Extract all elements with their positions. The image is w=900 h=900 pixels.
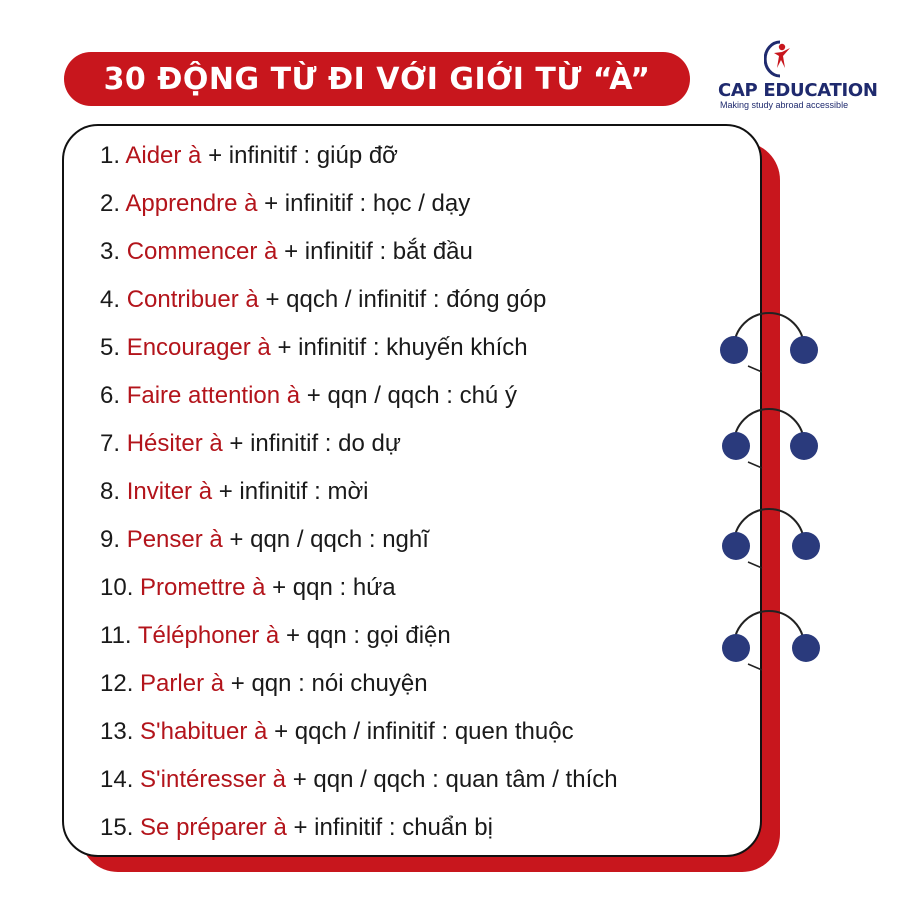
item-rest: + infinitif : mời bbox=[218, 478, 369, 505]
item-verb: Apprendre à bbox=[125, 190, 258, 217]
list-item bbox=[100, 420, 618, 468]
item-number: 1. bbox=[100, 142, 121, 169]
item-rest: + qqn / qqch : nghĩ bbox=[229, 526, 429, 553]
item-rest: + infinitif : khuyến khích bbox=[277, 334, 528, 361]
item-number: 2. bbox=[100, 190, 121, 217]
binder-ring-icon bbox=[722, 611, 820, 670]
item-verb: Téléphoner à bbox=[137, 622, 280, 649]
item-rest: + infinitif : học / dạy bbox=[264, 190, 471, 217]
item-verb: Penser à bbox=[126, 526, 223, 553]
item-number: 13. bbox=[100, 718, 134, 745]
list-item bbox=[100, 180, 618, 228]
item-rest: + infinitif : bắt đầu bbox=[284, 238, 473, 265]
item-number: 6. bbox=[100, 382, 121, 409]
verb-list bbox=[100, 132, 618, 852]
item-rest: + infinitif : giúp đỡ bbox=[208, 142, 398, 169]
list-item bbox=[100, 372, 618, 420]
list-item bbox=[100, 660, 618, 708]
title-banner bbox=[64, 52, 690, 106]
item-number: 11. bbox=[100, 622, 132, 649]
item-rest: + infinitif : chuẩn bị bbox=[293, 814, 493, 841]
list-item bbox=[100, 132, 618, 180]
item-number: 9. bbox=[100, 526, 121, 553]
item-rest: + qqn : hứa bbox=[272, 574, 396, 601]
item-rest: + qqn : nói chuyện bbox=[230, 670, 428, 697]
item-verb: Encourager à bbox=[126, 334, 271, 361]
list-item bbox=[100, 516, 618, 564]
item-rest: + infinitif : do dự bbox=[229, 430, 401, 457]
page-title: 30 ĐỘNG TỪ ĐI VỚI GIỚI TỪ “À” bbox=[103, 61, 651, 97]
item-verb: Aider à bbox=[125, 142, 202, 169]
list-item bbox=[100, 276, 618, 324]
list-item bbox=[100, 804, 618, 852]
list-item bbox=[100, 228, 618, 276]
list-item bbox=[100, 612, 618, 660]
brand-block bbox=[716, 38, 878, 118]
binder-rings-decoration bbox=[700, 300, 840, 700]
item-verb: S'intéresser à bbox=[140, 766, 287, 793]
brand-tagline: Making study abroad accessible bbox=[720, 100, 849, 110]
item-number: 12. bbox=[100, 670, 134, 697]
item-number: 14. bbox=[100, 766, 134, 793]
item-rest: + qqn : gọi điện bbox=[285, 622, 451, 649]
item-rest: + qqn / qqch : chú ý bbox=[306, 382, 517, 409]
item-verb: Faire attention à bbox=[126, 382, 301, 409]
item-verb: Commencer à bbox=[126, 238, 278, 265]
item-verb: Promettre à bbox=[140, 574, 266, 601]
item-verb: Contribuer à bbox=[126, 286, 259, 313]
list-item bbox=[100, 324, 618, 372]
item-rest: + qqn / qqch : quan tâm / thích bbox=[292, 766, 618, 793]
item-number: 7. bbox=[100, 430, 121, 457]
list-item bbox=[100, 564, 618, 612]
item-verb: Hésiter à bbox=[126, 430, 223, 457]
list-item bbox=[100, 468, 618, 516]
item-number: 15. bbox=[100, 814, 134, 841]
item-verb: Inviter à bbox=[126, 478, 213, 505]
item-rest: + qqch / infinitif : đóng góp bbox=[265, 286, 547, 313]
list-item bbox=[100, 708, 618, 756]
item-rest: + qqch / infinitif : quen thuộc bbox=[274, 718, 574, 745]
item-verb: S'habituer à bbox=[140, 718, 268, 745]
item-number: 3. bbox=[100, 238, 121, 265]
item-number: 4. bbox=[100, 286, 121, 313]
item-number: 5. bbox=[100, 334, 121, 361]
binder-ring-icon bbox=[720, 313, 818, 372]
binder-ring-icon bbox=[722, 509, 820, 568]
binder-ring-icon bbox=[722, 409, 818, 468]
item-verb: Parler à bbox=[140, 670, 225, 697]
item-number: 8. bbox=[100, 478, 121, 505]
list-item bbox=[100, 756, 618, 804]
item-number: 10. bbox=[100, 574, 134, 601]
brand-logo-icon bbox=[764, 38, 794, 78]
item-verb: Se préparer à bbox=[140, 814, 287, 841]
brand-name: CAP EDUCATION bbox=[718, 80, 878, 101]
